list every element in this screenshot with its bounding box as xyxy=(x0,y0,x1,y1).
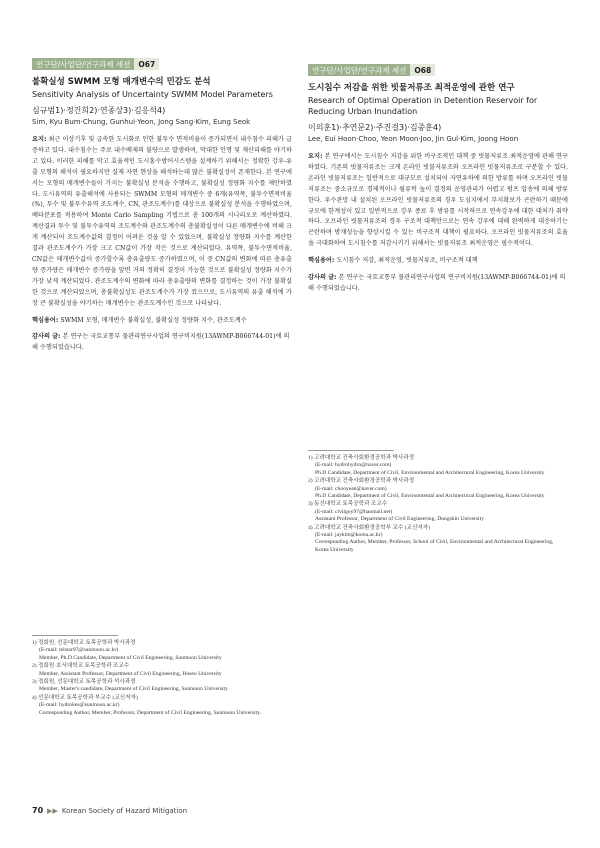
footnote-divider xyxy=(32,635,118,636)
footnotes-right xyxy=(308,440,568,555)
acknowledgement xyxy=(32,332,292,354)
abstract-body xyxy=(32,135,292,310)
footnote-line: (E-mail: jaykim@korea.ac.kr) xyxy=(315,532,383,539)
abstract-column-left xyxy=(32,58,292,354)
footnote-line: Corresponding Author, Member, Professor, Department of Civil Engineering, Sunmoon University. xyxy=(39,709,262,716)
authors-korean: 이의훈1)·추연문2)·주진걸3)·김중훈4) xyxy=(308,123,442,132)
footnote-item xyxy=(32,679,292,694)
abstract-body xyxy=(308,152,568,250)
footnotes-left xyxy=(32,625,292,718)
keywords xyxy=(32,316,292,327)
authors-korean: 심규범1)·정건희2)·연종상3)·김응석4) xyxy=(32,106,166,115)
footnote-line: (E-mail: hydrohydro@naver.com) xyxy=(315,462,392,469)
footnote-line: 4) 선문대학교 토목공학과 부교수 (교신저자) xyxy=(32,694,138,701)
footnote-item xyxy=(308,478,568,500)
footnote-item xyxy=(308,501,568,523)
keywords xyxy=(308,256,568,267)
authors-english: Sim, Kyu Bum·Chung, Gunhui·Yeon, Jong Sang·Kim, Eung Seok xyxy=(32,118,251,126)
title-english: Research of Optimal Operation in Detention Reservoir for Reducing Urban Inundation xyxy=(308,96,538,116)
session-header xyxy=(308,64,568,76)
footnote-list xyxy=(308,455,568,554)
acknowledgement xyxy=(308,273,568,295)
footnote-line: (E-mail: hydrokes@sunmoon.ac.kr) xyxy=(39,702,120,709)
footnote-divider xyxy=(308,450,394,451)
ack-label: 감사의 글: xyxy=(308,274,337,282)
footnote-line: Member, Master's candidate, Department of Civil Engineering, Sunmoon University xyxy=(39,686,228,693)
footnote-item xyxy=(308,525,568,555)
keywords-text: SWMM 모형, 매개변수 불확실성, 불확실성 정량화 지수, 관조도계수 xyxy=(58,316,247,324)
page-footer xyxy=(32,806,187,815)
session-label: 연구단/사업단/연구과제 세션 xyxy=(308,64,410,76)
footnote-line: 3) 동신대학교 토목공학과 조교수 xyxy=(308,501,388,508)
footnote-line: Ph.D Candidate, Department of Civil, Environmental and Architectural Engineering, Korea University xyxy=(315,469,545,476)
footnote-line: 2) 정회원·호서대학교 토목공학과 조교수 xyxy=(32,663,130,670)
keywords-label: 핵심용어: xyxy=(308,257,335,265)
footnote-item xyxy=(32,663,292,678)
title-korean: 도시침수 저감을 위한 빗물저류조 최적운영에 관한 연구 xyxy=(308,83,515,93)
session-header xyxy=(32,58,292,70)
keywords-text: 도시침수 저감, 최적운영, 빗물저류조, 비구조적 대책 xyxy=(334,257,478,265)
ack-text: 본 연구는 국토교통부 물관리연구사업의 연구비지원(13AWMP-B066744-01)에 의해 수행되었습니다. xyxy=(32,333,290,352)
footnote-line: Member, Ph.D Candidate, Department of Civil Engineering, Sunmoon University xyxy=(39,654,222,661)
footnote-line: 1) 고려대학교 건축사회환경공학과 박사과정 xyxy=(308,455,415,461)
title-korean: 불확실성 SWMM 모형 매개변수의 민감도 분석 xyxy=(32,77,211,87)
footnote-item xyxy=(32,695,292,717)
footnote-line: Assistant Professor, Department of Civil Engineering, Dongshin University xyxy=(315,516,484,523)
footnote-line: (E-mail: civilgoy97@hanmail.net) xyxy=(315,508,393,515)
footnote-item xyxy=(308,455,568,477)
footnote-line: 2) 고려대학교 건축사회환경공학과 박사과정 xyxy=(308,478,415,485)
footnote-item xyxy=(32,640,292,662)
session-code: O67 xyxy=(134,58,159,70)
footnote-line: Corresponding Author, Member, Professor, School of Civil, Environmental and Architectural Engineering, Korea University xyxy=(315,539,554,553)
keywords-label: 핵심용어: xyxy=(32,316,59,324)
journal-name: Korean Society of Hazard Mitigation xyxy=(61,806,188,815)
session-label: 연구단/사업단/연구과제 세션 xyxy=(32,58,134,70)
abstract-label: 요지: xyxy=(308,153,323,160)
triangle-bullet-icon: ▶▶ xyxy=(47,806,58,815)
footnote-list xyxy=(32,640,292,717)
abstract-label: 요지: xyxy=(32,136,47,143)
footnote-line: 3) 정회원, 선문대학교 토목공학과 석사과정 xyxy=(32,679,136,686)
footnote-line: Member, Assistant Professor, Department of Civil Engineering, Hoseo University xyxy=(39,670,222,677)
session-code: O68 xyxy=(410,64,435,76)
ack-label: 감사의 글: xyxy=(32,333,61,341)
footnote-line: (E-mail: telstar07@sunmoon.ac.kr) xyxy=(39,647,119,654)
abstract-text: 본 연구에서는 도시침수 저감을 위한 비구조적인 대책 중 빗물저류조 최적운영에 관해 연구하였다. 기존의 빗물저류조는 크게 온라인 빗물저류조와 오프라인 빗물저류조로 구분할 수 있다. 온라인 빗물저류조는 일반적으로 대규모로 설치되어 자연유하에 의한 방류를 하며 오프라인 빗물저류조는 중소규모로 경제적이나 월류턱 높이 결정의 운영관리가 어렵고 펌프 압송에 의해 방류한다. 우수관망 내 설치된 오프라인 빗물저류조의 경우 도심지에서 부지확보가 곤란하기 때문에 규모에 한계성이 있고 일반적으로 강우 종료 후 방류를 시작하므로 연속강우에 대한 대처가 취약하다. 오프라인 빗물저류조의 경우 구조적 대책만으로는 연속 강우에 대해 완벽하게 대응하기는 곤란하며 방재성능을 향상시킬 수 있는 비구조적 대책이 필요하다. 오프라인 빗물저류조의 효율을 극대화하여 도시침수를 저감시키기 위해서는 빗물저류조 최적운영은 필수적이다. xyxy=(308,153,568,248)
footnote-line: Ph.D Candidate, Department of Civil, Environmental and Architectural Engineering, Korea University xyxy=(315,493,545,500)
footnote-line: 1) 정회원, 선문대학교 토목공학과 박사과정 xyxy=(32,640,136,646)
page-number: 70 xyxy=(32,806,44,815)
ack-text: 본 연구는 국토교통부 물관리연구사업의 연구비지원(13AWMP-B066744-01)에 의해 수행되었습니다. xyxy=(308,274,566,292)
abstract-column-right xyxy=(308,64,568,295)
title-english: Sensitivity Analysis of Uncertainty SWMM Model Parameters xyxy=(32,90,273,99)
footnote-line: (E-mail: chooyean@naver.com) xyxy=(315,485,387,492)
abstract-text: 최근 이상기후 및 급속한 도시화로 인한 불투수 면적비율이 증가되면서 내수침수 피해가 급증하고 있다. 내수침수는 주로 내수배제의 불량으로 발생하며, 막대한 인명 및 재산피해를 야기하고 있다. 이러한 피해를 막고 효율적인 도시홍수방어시스템을 설계하기 위해서는 정확한 강우-유출 모형의 해석이 필요하지만 실제 자연 현상을 해석하는데 많은 불확실성이 존재한다. 본 연구에서는 모형의 매개변수들이 가지는 불확실성 분석을 수행하고, 불확실성 정량화 지수를 제안하였다. 도시유역의 유출해석에 사용되는 SWMM 모형의 매개변수 중 6개(유역폭, 불투수면적비율(%), 투수 및 불투수유역 조도계수, CN, 관조도계수)를 대상으로 불확실성 분석을 수행하였으며, 베타분포를 적용하여 Monte Carlo Sampling 기법으로 총 100개의 시나리오로 계산하였다. 계산결과 투수 및 불투수유역의 조도계수와 관조도계수의 총불확실성이 다른 매개변수에 비해 크게 계산되어 조도계수값의 결정이 어려운 것을 알 수 있었으며, 불확실성 정량화 지수를 계산한 결과 관조도계수가 가장 크고 CN값이 가장 작은 것으로 계산되었다. 유역폭, 불투수면적비율, CN값은 매개변수값이 증가할수록 총유출량도 증가하였으며, 이 중 CN값의 변화에 따른 총유출량 증가량은 매개변수 증가량을 앞면 거의 정확히 결정이 가능한 것으로 불확실성 정량화 지수가 가장 낮게 계산되었다. 관조도계수의 변화에 따라 총유출량의 변화를 결정하는 것이 가장 불확실한 것으로 계산되었으며, 총불확실성도 관조도계수가 가장 컸으므로, 도시유역의 유출 해석에 가장 큰 불확실성을 야기하는 매개변수는 관조도계수인 것으로 나타났다. xyxy=(32,136,292,307)
authors-english: Lee, Eui Hoon·Choo, Yeon Moon·Joo, Jin Gul·Kim, Joong Hoon xyxy=(308,135,519,143)
footnote-line: 4) 고려대학교 건축사회환경공학부 교수 (교신저자) xyxy=(308,524,431,531)
